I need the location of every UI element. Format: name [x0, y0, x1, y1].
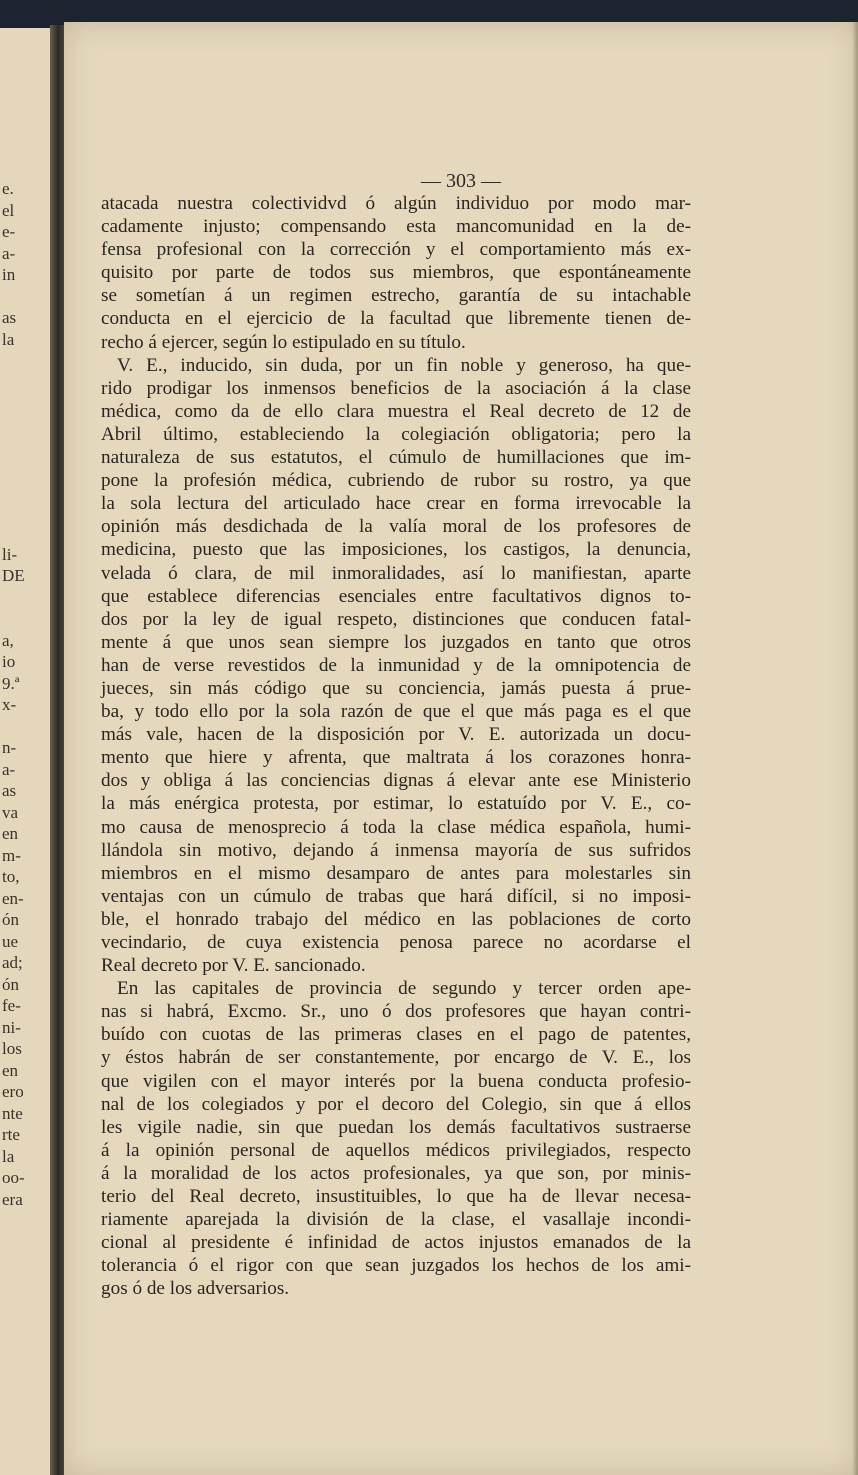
text-line: que vigilen con el mayor interés por la buena conducta profesio-	[101, 1070, 691, 1092]
left-page-fragment: era	[2, 1189, 23, 1209]
text-line: ventajas con un cúmulo de trabas que hará difícil, si no imposi-	[101, 885, 691, 907]
text-line: gos ó de los adversarios.	[101, 1278, 290, 1300]
text-line: velada ó clara, de mil inmoralidades, así lo manifiestan, aparte	[101, 562, 691, 584]
page-edge-shadow	[852, 22, 858, 1475]
text-line: y éstos habrán de ser constantemente, por encargo de V. E., los	[101, 1047, 691, 1069]
left-page-fragment: DE	[2, 566, 25, 585]
left-page-fragment: nte	[2, 1103, 23, 1123]
left-page-fragment: li-	[2, 544, 18, 564]
text-line: opinión más desdichada de la valía moral de los profesores de	[101, 516, 691, 538]
text-line: la sola lectura del articulado hace crear en forma irrevocable la	[101, 493, 691, 515]
text-line: rido prodigar los inmensos beneficios de la asociación á la clase	[101, 377, 691, 399]
text-line: terio del Real decreto, insustituibles, lo que ha de llevar necesa-	[101, 1186, 691, 1208]
left-page-fragment: m-	[2, 845, 21, 865]
left-page-fragment: ue	[2, 931, 19, 951]
text-line: naturaleza de sus estatutos, el cúmulo de humillaciones que im-	[101, 447, 691, 469]
text-line: Abril último, estableciendo la colegiación obligatoria; pero la	[101, 423, 691, 445]
left-page-fragment: a-	[2, 243, 16, 263]
left-page-fragment: la	[2, 1146, 15, 1166]
text-line: cadamente injusto; compensando esta mancomunidad en la de-	[101, 216, 691, 238]
text-line: que establece diferencias esenciales entre facultativos dignos to-	[101, 585, 691, 607]
left-page-fragment: e-	[2, 222, 16, 241]
text-line: la más enérgica protesta, por estimar, lo estatuído por V. E., co-	[101, 793, 691, 815]
text-line: Real decreto por V. E. sancionado.	[101, 955, 366, 977]
text-line: á la opinión personal de aquellos médicos privilegiados, respecto	[101, 1139, 691, 1161]
left-page-fragment: n-	[2, 738, 17, 757]
text-line: miembros en el mismo desamparo de antes para molestarles sin	[101, 862, 691, 884]
left-page-fragment: to,	[2, 867, 20, 886]
text-line: nas si habrá, Excmo. Sr., uno ó dos profesores que hayan contri-	[101, 1001, 691, 1023]
document-page	[64, 22, 858, 1475]
text-line: dos por la ley de igual respeto, distinciones que conducen fatal-	[101, 608, 691, 630]
text-line: ba, y todo ello por la sola razón de que el que más paga es el que	[101, 701, 691, 723]
text-line: más vale, hacen de la disposición por V. E. autorizada un docu-	[101, 724, 691, 746]
text-line: médica, como da de ello clara muestra el Real decreto de 12 de	[101, 400, 691, 422]
text-line: dos y obliga á las conciencias dignas á elevar ante ese Ministerio	[101, 770, 691, 792]
left-page-fragment: ón	[2, 910, 19, 929]
left-page-fragment: a,	[2, 630, 14, 650]
text-line: se sometían á un regimen estrecho, garantía de su intachable	[101, 285, 691, 307]
left-page-fragment: ad;	[2, 953, 23, 972]
left-page-fragment: ero	[2, 1082, 24, 1101]
left-page-fragment: la	[2, 329, 15, 349]
left-page-fragment: as	[2, 781, 17, 800]
left-page-fragment: in	[2, 265, 16, 284]
left-page-fragment: va	[2, 802, 19, 822]
text-line: V. E., inducido, sin duda, por un fin noble y generoso, ha que-	[117, 354, 691, 376]
left-page-fragment: io	[2, 652, 16, 671]
left-page-fragment: en	[2, 824, 19, 843]
left-page-fragment: x-	[2, 695, 17, 714]
text-line: fensa profesional con la corrección y el comportamiento más ex-	[101, 239, 691, 261]
text-line: ble, el honrado trabajo del médico en las poblaciones de corto	[101, 908, 691, 930]
text-line: riamente aparejada la división de la clase, el vasallaje incondi-	[101, 1209, 691, 1231]
left-page-fragment: los	[2, 1039, 22, 1058]
text-line: tolerancia ó el rigor con que sean juzgados los hechos de los ami-	[101, 1255, 691, 1277]
left-page-fragment: fe-	[2, 996, 21, 1015]
text-line: á la moralidad de los actos profesionales, ya que son, por minis-	[101, 1162, 691, 1184]
text-line: nal de los colegiados y por el decoro del Colegio, sin que á ellos	[101, 1093, 691, 1115]
text-line: recho á ejercer, según lo estipulado en su título.	[101, 331, 466, 353]
text-line: mo causa de menosprecio á toda la clase médica española, humi-	[101, 816, 691, 838]
text-line: buído con cuotas de las primeras clases en el pago de patentes,	[101, 1024, 691, 1046]
text-line: quisito por parte de todos sus miembros, que espontáneamente	[101, 262, 691, 284]
left-page-fragment: a-	[2, 759, 16, 779]
text-line: cional al presidente é infinidad de actos injustos emanados de la	[101, 1232, 691, 1254]
text-line: llándola sin motivo, dejando á inmensa mayoría de sus sufridos	[101, 839, 691, 861]
text-line: pone la profesión médica, cubriendo de rubor su rostro, ya que	[101, 470, 691, 492]
body-text	[101, 192, 691, 1301]
left-page-fragment: en-	[2, 888, 24, 908]
text-line: jueces, sin más código que su conciencia, jamás puesta á prue-	[101, 677, 691, 699]
text-line: mente á que unos sean siempre los juzgados en tanto que otros	[101, 631, 691, 653]
left-page-fragment: el	[2, 200, 15, 220]
page-number: — 303 —	[421, 170, 501, 192]
text-line: conducta en el ejercicio de la facultad que libremente tienen de-	[101, 308, 691, 330]
left-page-fragment: 9.ª	[2, 673, 20, 693]
text-line: medicina, puesto que las imposiciones, los castigos, la denuncia,	[101, 539, 691, 561]
left-page-fragment: as	[2, 308, 17, 327]
left-page-fragment: ni-	[2, 1017, 21, 1037]
left-page-fragment: en	[2, 1060, 19, 1080]
left-page-fragment: rte	[2, 1125, 20, 1144]
left-page-fragment: e.	[2, 179, 14, 198]
text-line: En las capitales de provincia de segundo y tercer orden ape-	[117, 978, 691, 1000]
text-line: vecindario, de cuya existencia penosa parece no acordarse el	[101, 932, 691, 953]
left-page-fragment: ón	[2, 974, 19, 994]
text-line: atacada nuestra colectividvd ó algún individuo por modo mar-	[101, 193, 691, 214]
text-line: han de verse revestidos de la inmunidad y de la omnipotencia de	[101, 654, 691, 676]
text-line: mento que hiere y afrenta, que maltrata á los corazones honra-	[101, 747, 691, 769]
text-line: les vigile nadie, sin que puedan los demás facultativos sustraerse	[101, 1116, 691, 1138]
left-page-fragment: oo-	[2, 1168, 25, 1187]
